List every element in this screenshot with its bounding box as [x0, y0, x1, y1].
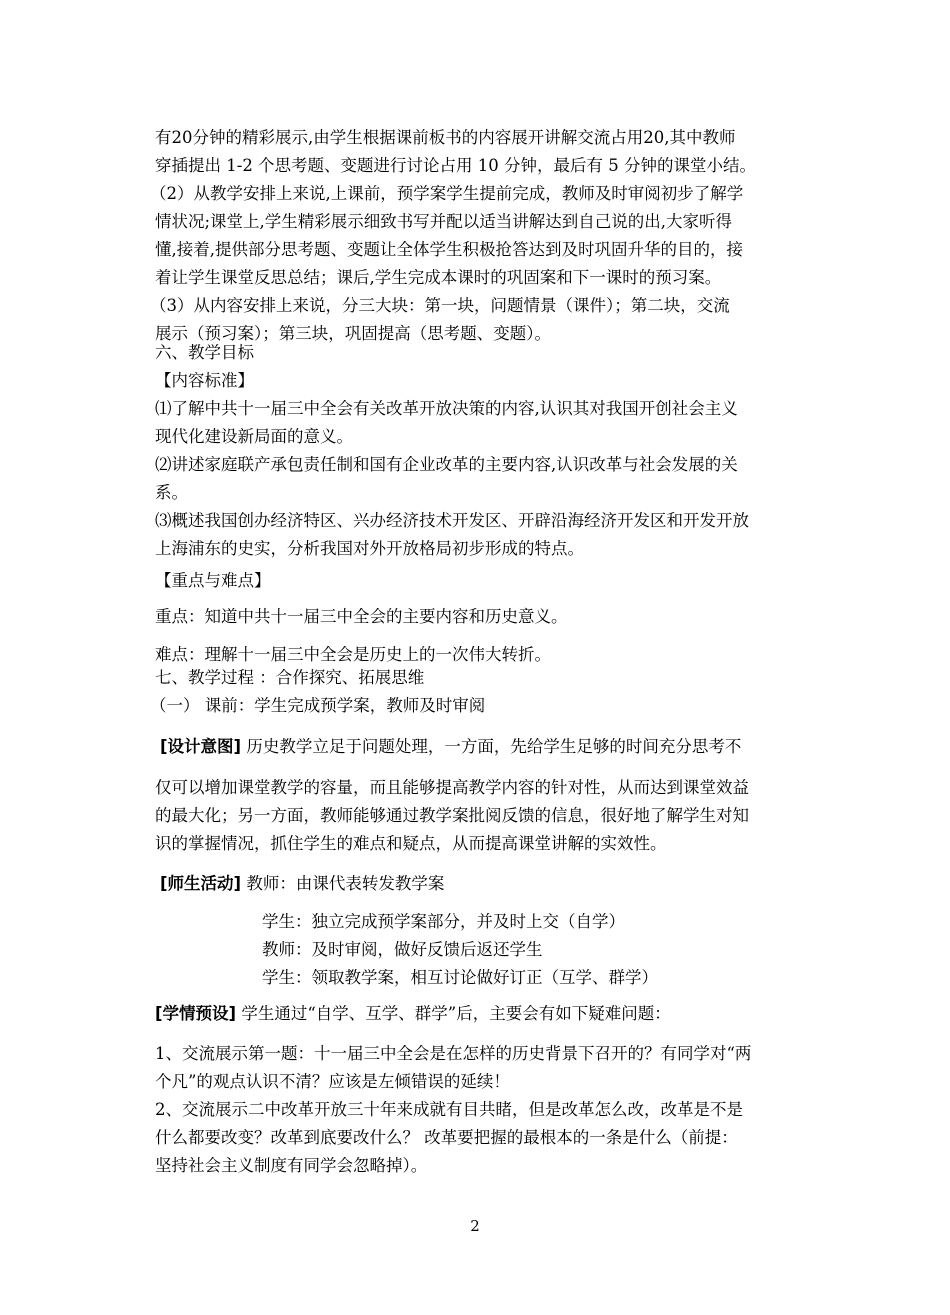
activity-item: 学生：领取教学案，相互讨论做好订正（互学、群学） [262, 968, 658, 987]
text-line: 识的掌握情况，抓住学生的难点和疑点，从而提高课堂讲解的实效性。 [155, 834, 667, 853]
text-line: 上海浦东的史实，分析我国对外开放格局初步形成的特点。 [155, 539, 584, 558]
text-line: ⑵讲述家庭联产承包责任制和国有企业改革的主要内容,认识改革与社会发展的关 [155, 455, 738, 474]
text-line: 情状况;课堂上,学生精彩展示细致书写并配以适当讲解达到自己说的出,大家听得 [155, 212, 733, 231]
text-line: （一） 课前：学生完成预学案，教师及时审阅 [150, 696, 486, 715]
text-line: 系。 [155, 483, 188, 502]
page-number: 2 [470, 1217, 480, 1235]
activity-item: 学生：独立完成预学案部分，并及时上交（自学） [262, 912, 625, 931]
activity-line [160, 873, 444, 895]
text-line: 展示（预习案）；第三块，巩固提高（思考题、变题）。 [155, 324, 551, 343]
text-line: 仅可以增加课堂教学的容量，而且能够提高教学内容的针对性，从而达到课堂效益 [155, 778, 749, 797]
activity-text: 教师：由课代表转发教学案 [246, 874, 445, 893]
text-line: 难点：理解十一届三中全会是历史上的一次伟大转折。 [155, 645, 551, 664]
design-intent-text: 历史教学立足于问题处理，一方面，先给学生足够的时间充分思考不 [246, 737, 742, 756]
preset-tag: [学情预设] [155, 1004, 237, 1023]
text-line: ⑶概述我国创办经济特区、兴办经济技术开发区、开辟沿海经济开发区和开发开放 [155, 511, 749, 530]
text-line: 个凡”的观点认识不清？应该是左倾错误的延续！ [155, 1072, 510, 1091]
text-line: 什么都要改变？改革到底要改什么？ 改革要把握的最根本的一条是什么（前提： [155, 1128, 738, 1147]
activity-item: 教师：及时审阅，做好反馈后返还学生 [262, 940, 543, 959]
section-heading: 六、教学目标 [155, 343, 254, 362]
text-line: 2、交流展示二中改革开放三十年来成就有目共睹，但是改革怎么改，改革是不是 [155, 1100, 743, 1119]
activity-tag: [师生活动] [160, 874, 242, 893]
text-line: 着让学生课堂反思总结；课后,学生完成本课时的巩固案和下一课时的预习案。 [155, 268, 722, 287]
subsection-heading: 【内容标准】 [155, 371, 254, 390]
preset-line [155, 1003, 671, 1025]
subsection-heading: 【重点与难点】 [155, 571, 271, 590]
text-line: 重点：知道中共十一届三中全会的主要内容和历史意义。 [155, 607, 568, 626]
section-heading: 七、教学过程 ：合作探究、拓展思维 [155, 668, 425, 687]
design-intent-tag: [设计意图] [160, 737, 242, 756]
text-line: （3）从内容安排上来说，分三大块：第一块，问题情景（课件）；第二块，交流 [150, 296, 730, 315]
text-line: 穿插提出 1-2 个思考题、变题进行讨论占用 10 分钟，最后有 5 分钟的课堂小结。 [155, 156, 757, 175]
text-line: 有20分钟的精彩展示,由学生根据课前板书的内容展开讲解交流占用20,其中教师 [155, 128, 736, 147]
design-intent-line [160, 736, 741, 758]
text-line: 1、交流展示第一题：十一届三中全会是在怎样的历史背景下召开的？有同学对“两 [155, 1044, 752, 1063]
text-line: 懂,接着,提供部分思考题、变题让全体学生积极抢答达到及时巩固升华的目的，接 [155, 240, 743, 259]
text-line: ⑴了解中共十一届三中全会有关改革开放决策的内容,认识其对我国开创社会主义 [155, 399, 738, 418]
text-line: 坚持社会主义制度有同学会忽略掉）。 [155, 1156, 428, 1175]
text-line: （2）从教学安排上来说,上课前，预学案学生提前完成，教师及时审阅初步了解学 [150, 184, 744, 203]
text-line: 的最大化；另一方面，教师能够通过教学案批阅反馈的信息，很好地了解学生对知 [155, 806, 749, 825]
text-line: 现代化建设新局面的意义。 [155, 427, 353, 446]
preset-text: 学生通过“自学、互学、群学”后，主要会有如下疑难问题： [241, 1004, 671, 1023]
